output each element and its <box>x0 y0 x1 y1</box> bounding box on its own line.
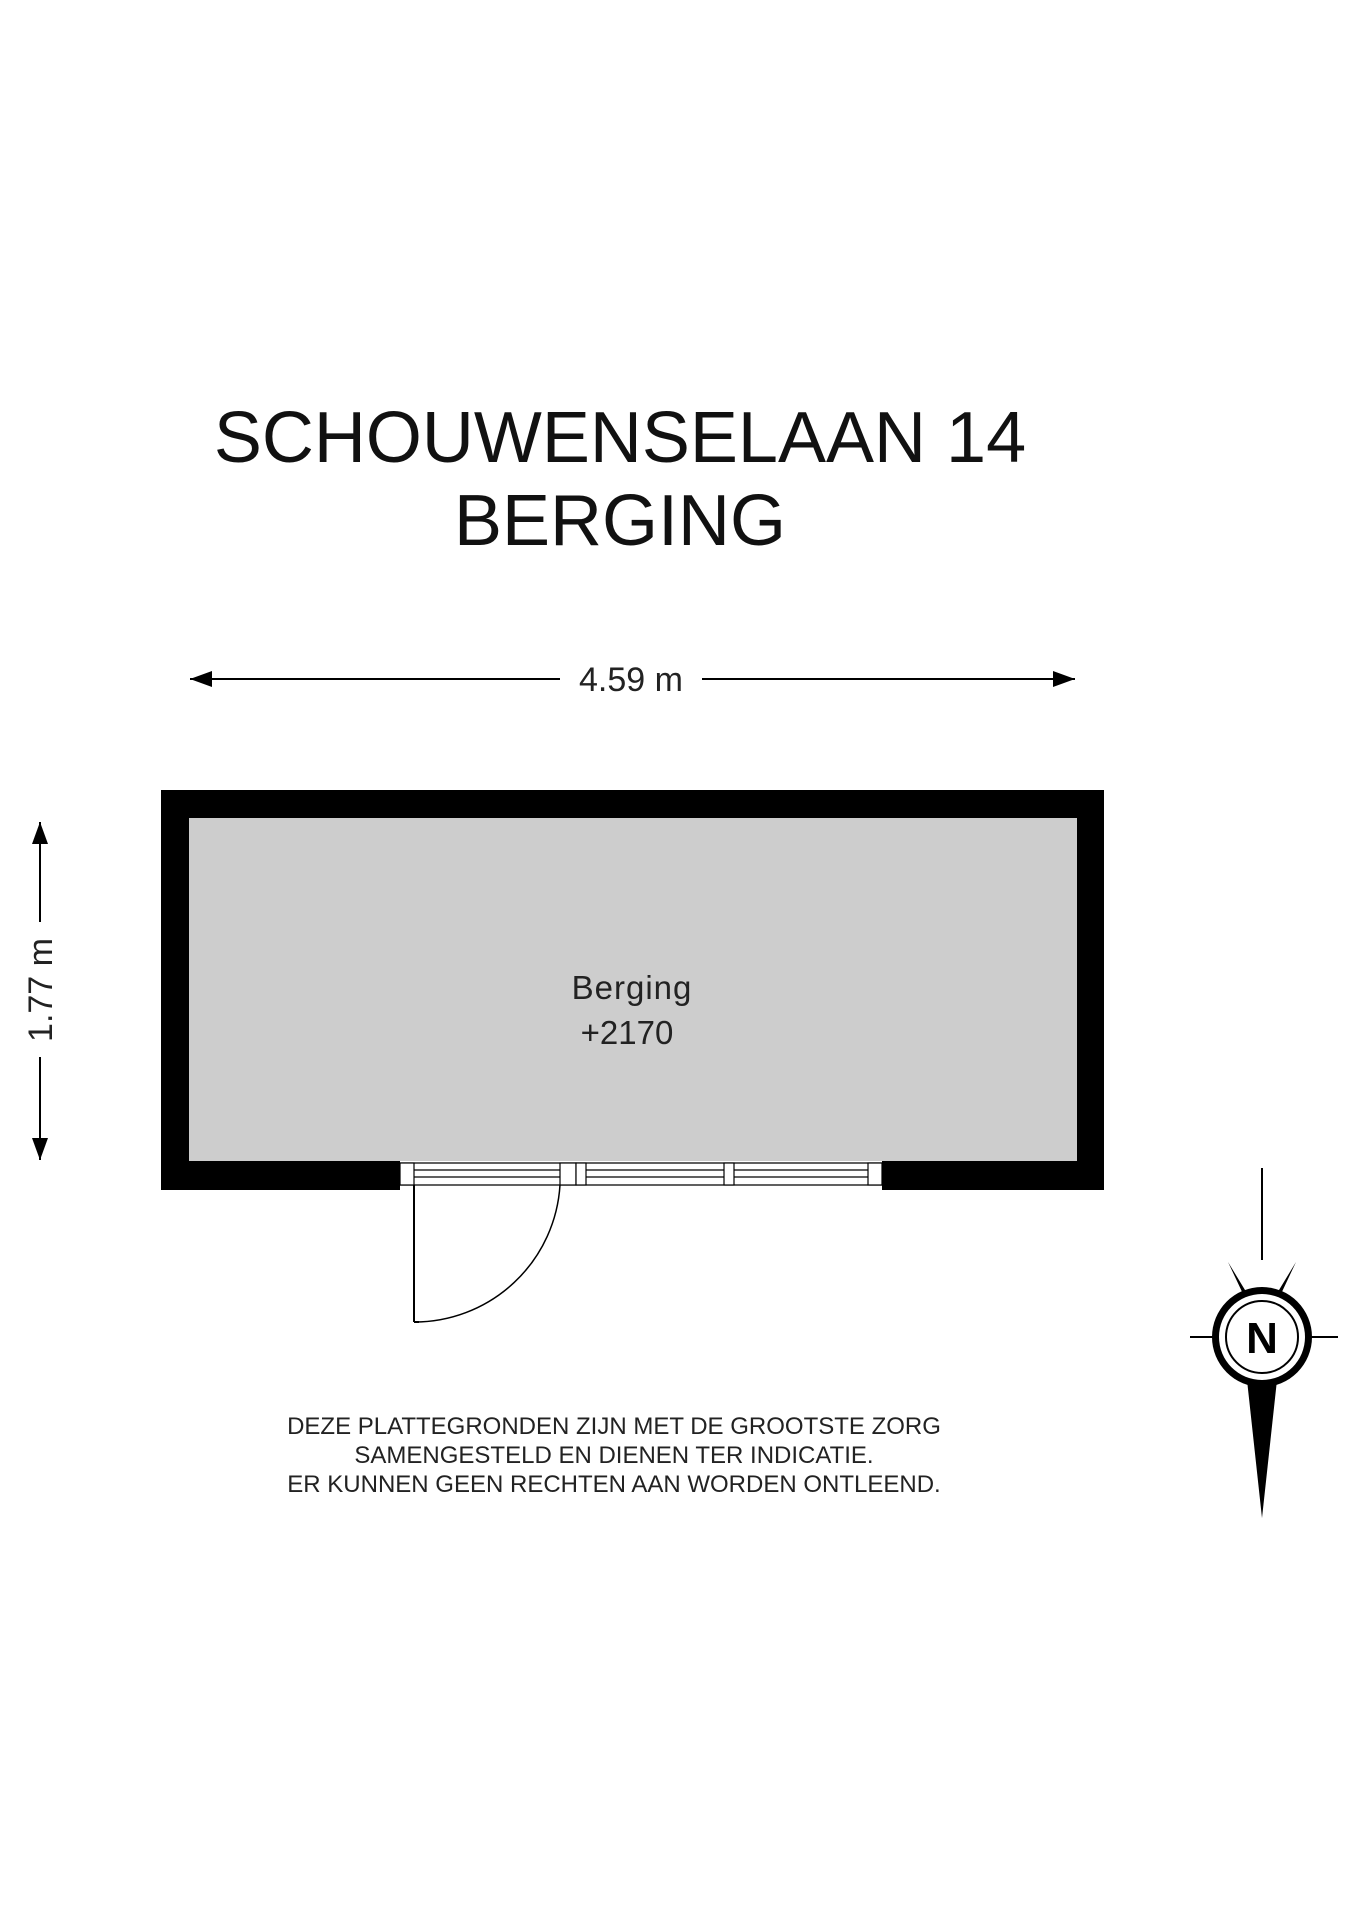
disclaimer-line: DEZE PLATTEGRONDEN ZIJN MET DE GROOTSTE ZORG <box>287 1413 941 1440</box>
disclaimer-line: SAMENGESTELD EN DIENEN TER INDICATIE. <box>354 1442 874 1469</box>
room-level-label: +2170 <box>580 1014 674 1051</box>
wall-opening <box>400 1161 882 1190</box>
room-berging <box>161 790 1104 1322</box>
disclaimer-line: ER KUNNEN GEEN RECHTEN AAN WORDEN ONTLEEND. <box>287 1471 941 1498</box>
page-subtitle: BERGING <box>453 481 787 561</box>
width-arrow-right-icon <box>1053 671 1075 687</box>
page-title: SCHOUWENSELAAN 14 <box>213 398 1027 478</box>
height-dimension <box>22 822 60 1160</box>
height-arrow-top-icon <box>32 822 48 844</box>
door <box>414 1185 560 1322</box>
width-arrow-left-icon <box>190 671 212 687</box>
height-arrow-bottom-icon <box>32 1138 48 1160</box>
room-name-label: Berging <box>571 969 693 1006</box>
disclaimer <box>0 1412 1228 1499</box>
width-dimension <box>190 661 1075 699</box>
width-label: 4.59 m <box>579 661 683 699</box>
height-label: 1.77 m <box>22 938 60 1042</box>
door-swing-arc <box>414 1185 560 1322</box>
compass-label: N <box>1246 1314 1278 1363</box>
